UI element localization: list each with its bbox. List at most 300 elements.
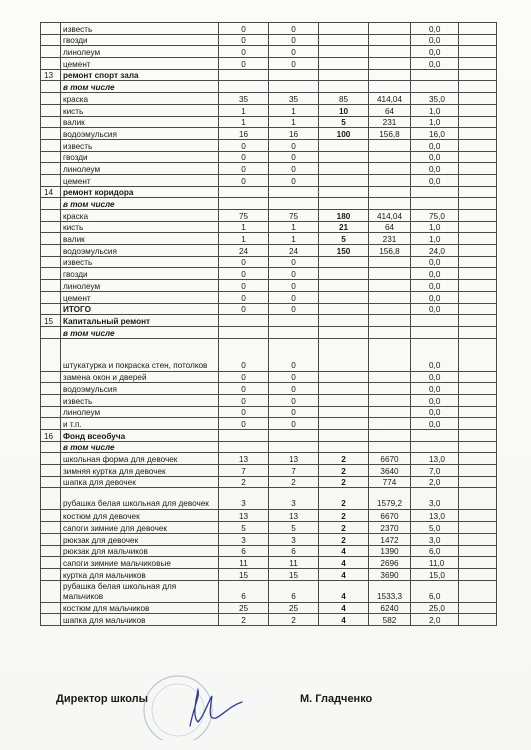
value-cell xyxy=(369,69,411,81)
value-cell: 0,0 xyxy=(411,394,459,406)
table-row xyxy=(41,406,497,418)
value-cell: 0 xyxy=(269,163,319,175)
value-cell xyxy=(369,371,411,383)
item-name-cell: ремонт спорт зала xyxy=(61,69,219,81)
table-row xyxy=(41,186,497,198)
value-cell: 6,0 xyxy=(411,545,459,557)
value-cell: 156,8 xyxy=(369,245,411,257)
row-number-cell xyxy=(41,93,61,105)
value-cell: 2 xyxy=(319,510,369,522)
value-cell: 2370 xyxy=(369,522,411,534)
value-cell xyxy=(411,198,459,210)
value-cell: 6240 xyxy=(369,602,411,614)
value-cell: 4 xyxy=(319,545,369,557)
row-number-cell xyxy=(41,545,61,557)
value-cell: 0 xyxy=(219,338,269,371)
value-cell xyxy=(369,406,411,418)
empty-cell xyxy=(459,545,497,557)
value-cell xyxy=(369,58,411,70)
item-name-cell: валик xyxy=(61,116,219,128)
value-cell: 21 xyxy=(319,221,369,233)
value-cell xyxy=(319,151,369,163)
value-cell xyxy=(219,326,269,338)
table-row xyxy=(41,163,497,175)
item-name-cell: цемент xyxy=(61,174,219,186)
value-cell: 6,0 xyxy=(411,580,459,602)
value-cell: 75 xyxy=(219,210,269,222)
value-cell: 156,8 xyxy=(369,128,411,140)
table-row xyxy=(41,533,497,545)
value-cell xyxy=(369,326,411,338)
value-cell xyxy=(319,81,369,93)
table-row xyxy=(41,441,497,453)
value-cell xyxy=(319,394,369,406)
value-cell: 2 xyxy=(269,476,319,488)
value-cell xyxy=(369,163,411,175)
value-cell: 5 xyxy=(269,522,319,534)
value-cell xyxy=(219,441,269,453)
value-cell xyxy=(319,280,369,292)
table-row xyxy=(41,557,497,569)
item-name-cell: цемент xyxy=(61,291,219,303)
empty-cell xyxy=(459,163,497,175)
value-cell xyxy=(269,186,319,198)
value-cell: 16,0 xyxy=(411,128,459,140)
row-number-cell xyxy=(41,46,61,58)
value-cell: 2 xyxy=(219,614,269,626)
item-name-cell: сапоги зимние для девочек xyxy=(61,522,219,534)
item-name-cell: в том числе xyxy=(61,441,219,453)
value-cell: 24 xyxy=(269,245,319,257)
row-number-cell xyxy=(41,418,61,430)
value-cell: 2 xyxy=(319,465,369,477)
budget-table xyxy=(40,22,497,626)
item-name-cell: куртка для мальчиков xyxy=(61,568,219,580)
value-cell: 2 xyxy=(319,453,369,465)
value-cell: 0 xyxy=(219,303,269,315)
value-cell xyxy=(369,268,411,280)
table-body xyxy=(41,23,497,626)
row-number-cell xyxy=(41,465,61,477)
item-name-cell: гвозди xyxy=(61,268,219,280)
value-cell: 75 xyxy=(269,210,319,222)
item-name-cell: сапоги зимние мальчиковые xyxy=(61,557,219,569)
value-cell: 0 xyxy=(269,418,319,430)
table-row xyxy=(41,81,497,93)
value-cell: 4 xyxy=(319,568,369,580)
value-cell: 13,0 xyxy=(411,510,459,522)
value-cell: 0 xyxy=(219,139,269,151)
value-cell xyxy=(411,186,459,198)
value-cell: 0 xyxy=(219,383,269,395)
item-name-cell: шапка для девочек xyxy=(61,476,219,488)
item-name-cell: костюм для мальчиков xyxy=(61,602,219,614)
value-cell: 1 xyxy=(219,116,269,128)
item-name-cell: валик xyxy=(61,233,219,245)
value-cell: 2,0 xyxy=(411,614,459,626)
value-cell: 13 xyxy=(219,453,269,465)
value-cell xyxy=(411,430,459,442)
value-cell xyxy=(411,315,459,327)
item-name-cell: костюм для девочек xyxy=(61,510,219,522)
value-cell: 0 xyxy=(269,406,319,418)
table-row xyxy=(41,430,497,442)
item-name-cell: зимняя куртка для девочек xyxy=(61,465,219,477)
row-number-cell xyxy=(41,383,61,395)
value-cell xyxy=(369,418,411,430)
item-name-cell: гвозди xyxy=(61,151,219,163)
value-cell xyxy=(319,69,369,81)
empty-cell xyxy=(459,198,497,210)
item-name-cell: линолеум xyxy=(61,280,219,292)
value-cell: 0,0 xyxy=(411,174,459,186)
value-cell xyxy=(369,174,411,186)
value-cell xyxy=(269,315,319,327)
empty-cell xyxy=(459,210,497,222)
table-row xyxy=(41,568,497,580)
value-cell: 0,0 xyxy=(411,268,459,280)
value-cell: 3,0 xyxy=(411,488,459,510)
item-name-cell: кисть xyxy=(61,104,219,116)
value-cell: 75,0 xyxy=(411,210,459,222)
value-cell: 0 xyxy=(269,34,319,46)
value-cell: 5 xyxy=(319,116,369,128)
empty-cell xyxy=(459,510,497,522)
item-name-cell: краска xyxy=(61,210,219,222)
table-row xyxy=(41,34,497,46)
row-number-cell xyxy=(41,34,61,46)
value-cell: 0 xyxy=(269,383,319,395)
value-cell: 0 xyxy=(269,151,319,163)
table-row xyxy=(41,602,497,614)
value-cell xyxy=(369,34,411,46)
empty-cell xyxy=(459,326,497,338)
item-name-cell: Капитальный ремонт xyxy=(61,315,219,327)
row-number-cell: 15 xyxy=(41,315,61,327)
row-number-cell xyxy=(41,580,61,602)
value-cell: 0,0 xyxy=(411,46,459,58)
value-cell: 0 xyxy=(219,58,269,70)
row-number-cell xyxy=(41,406,61,418)
row-number-cell xyxy=(41,453,61,465)
value-cell: 3 xyxy=(269,533,319,545)
value-cell: 1 xyxy=(219,221,269,233)
row-number-cell xyxy=(41,533,61,545)
item-name-cell: линолеум xyxy=(61,163,219,175)
value-cell xyxy=(411,441,459,453)
table-row xyxy=(41,93,497,105)
table-row xyxy=(41,522,497,534)
value-cell: 0 xyxy=(219,46,269,58)
item-name-cell: школьная форма для девочек xyxy=(61,453,219,465)
value-cell xyxy=(319,315,369,327)
value-cell: 0 xyxy=(269,303,319,315)
value-cell: 13 xyxy=(219,510,269,522)
item-name-cell: известь xyxy=(61,139,219,151)
value-cell: 4 xyxy=(319,614,369,626)
value-cell: 1472 xyxy=(369,533,411,545)
row-number-cell xyxy=(41,522,61,534)
empty-cell xyxy=(459,139,497,151)
value-cell: 1 xyxy=(219,233,269,245)
table-row xyxy=(41,233,497,245)
row-number-cell xyxy=(41,371,61,383)
value-cell xyxy=(369,139,411,151)
row-number-cell xyxy=(41,280,61,292)
value-cell: 7,0 xyxy=(411,465,459,477)
value-cell: 11 xyxy=(269,557,319,569)
table-row xyxy=(41,268,497,280)
value-cell: 1533,3 xyxy=(369,580,411,602)
director-label: Директор школы xyxy=(56,693,149,705)
row-number-cell xyxy=(41,488,61,510)
item-name-cell: ремонт коридора xyxy=(61,186,219,198)
value-cell: 25 xyxy=(269,602,319,614)
item-name-cell: рюкзак для девочек xyxy=(61,533,219,545)
value-cell: 1,0 xyxy=(411,104,459,116)
row-number-cell xyxy=(41,614,61,626)
table-row xyxy=(41,139,497,151)
item-name-cell: известь xyxy=(61,256,219,268)
row-number-cell xyxy=(41,245,61,257)
value-cell: 1,0 xyxy=(411,221,459,233)
row-number-cell xyxy=(41,210,61,222)
empty-cell xyxy=(459,46,497,58)
value-cell: 0,0 xyxy=(411,280,459,292)
value-cell: 0 xyxy=(269,139,319,151)
value-cell: 6 xyxy=(269,580,319,602)
value-cell: 0,0 xyxy=(411,256,459,268)
value-cell: 35,0 xyxy=(411,93,459,105)
value-cell: 2 xyxy=(269,614,319,626)
value-cell: 64 xyxy=(369,221,411,233)
row-number-cell xyxy=(41,602,61,614)
value-cell xyxy=(219,315,269,327)
item-name-cell: линолеум xyxy=(61,46,219,58)
table-row xyxy=(41,116,497,128)
value-cell: 25,0 xyxy=(411,602,459,614)
value-cell xyxy=(411,326,459,338)
value-cell: 16 xyxy=(219,128,269,140)
value-cell xyxy=(369,441,411,453)
value-cell xyxy=(319,338,369,371)
value-cell: 0,0 xyxy=(411,406,459,418)
value-cell xyxy=(319,46,369,58)
value-cell: 4 xyxy=(319,557,369,569)
value-cell: 5 xyxy=(219,522,269,534)
empty-cell xyxy=(459,280,497,292)
value-cell: 35 xyxy=(219,93,269,105)
value-cell: 0,0 xyxy=(411,139,459,151)
row-number-cell xyxy=(41,338,61,371)
empty-cell xyxy=(459,81,497,93)
empty-cell xyxy=(459,174,497,186)
value-cell: 0 xyxy=(219,174,269,186)
row-number-cell xyxy=(41,256,61,268)
empty-cell xyxy=(459,268,497,280)
value-cell xyxy=(269,81,319,93)
table-row xyxy=(41,315,497,327)
row-number-cell xyxy=(41,476,61,488)
value-cell xyxy=(219,81,269,93)
value-cell: 13 xyxy=(269,510,319,522)
table-row xyxy=(41,303,497,315)
row-number-cell xyxy=(41,303,61,315)
value-cell xyxy=(319,34,369,46)
table-row xyxy=(41,371,497,383)
row-number-cell xyxy=(41,151,61,163)
empty-cell xyxy=(459,256,497,268)
value-cell xyxy=(269,326,319,338)
value-cell: 4 xyxy=(319,580,369,602)
value-cell: 0 xyxy=(269,46,319,58)
table-row xyxy=(41,245,497,257)
row-number-cell xyxy=(41,198,61,210)
empty-cell xyxy=(459,151,497,163)
row-number-cell xyxy=(41,441,61,453)
value-cell xyxy=(319,174,369,186)
value-cell: 7 xyxy=(269,465,319,477)
empty-cell xyxy=(459,476,497,488)
table-row xyxy=(41,58,497,70)
empty-cell xyxy=(459,533,497,545)
value-cell: 3 xyxy=(219,533,269,545)
value-cell: 0,0 xyxy=(411,23,459,35)
value-cell: 35 xyxy=(269,93,319,105)
row-number-cell xyxy=(41,163,61,175)
value-cell: 231 xyxy=(369,233,411,245)
value-cell: 582 xyxy=(369,614,411,626)
value-cell: 0,0 xyxy=(411,151,459,163)
value-cell: 0 xyxy=(269,268,319,280)
table-row xyxy=(41,545,497,557)
value-cell xyxy=(319,430,369,442)
value-cell xyxy=(369,280,411,292)
value-cell: 0 xyxy=(219,394,269,406)
empty-cell xyxy=(459,371,497,383)
value-cell: 11 xyxy=(219,557,269,569)
value-cell: 180 xyxy=(319,210,369,222)
table-row xyxy=(41,221,497,233)
value-cell: 0,0 xyxy=(411,291,459,303)
value-cell xyxy=(369,256,411,268)
value-cell: 1 xyxy=(269,221,319,233)
empty-cell xyxy=(459,488,497,510)
empty-cell xyxy=(459,303,497,315)
table-row xyxy=(41,394,497,406)
value-cell: 2 xyxy=(219,476,269,488)
value-cell xyxy=(319,326,369,338)
empty-cell xyxy=(459,93,497,105)
value-cell: 0 xyxy=(219,291,269,303)
item-name-cell: известь xyxy=(61,23,219,35)
table-row xyxy=(41,23,497,35)
table-row xyxy=(41,46,497,58)
value-cell: 0 xyxy=(269,174,319,186)
empty-cell xyxy=(459,221,497,233)
value-cell: 4 xyxy=(319,602,369,614)
value-cell: 0 xyxy=(219,34,269,46)
item-name-cell: рубашка белая школьная для мальчиков xyxy=(61,580,219,602)
value-cell: 1 xyxy=(269,104,319,116)
row-number-cell xyxy=(41,81,61,93)
value-cell: 0 xyxy=(269,291,319,303)
value-cell: 0 xyxy=(269,23,319,35)
value-cell: 0 xyxy=(219,151,269,163)
value-cell xyxy=(319,58,369,70)
empty-cell xyxy=(459,104,497,116)
table-row xyxy=(41,210,497,222)
item-name-cell: шапка для мальчиков xyxy=(61,614,219,626)
empty-cell xyxy=(459,406,497,418)
value-cell xyxy=(319,198,369,210)
value-cell xyxy=(319,256,369,268)
table-row xyxy=(41,614,497,626)
value-cell: 0 xyxy=(219,268,269,280)
value-cell: 15 xyxy=(219,568,269,580)
item-name-cell: в том числе xyxy=(61,81,219,93)
value-cell: 15,0 xyxy=(411,568,459,580)
empty-cell xyxy=(459,441,497,453)
row-number-cell xyxy=(41,23,61,35)
value-cell xyxy=(411,69,459,81)
table-row xyxy=(41,453,497,465)
value-cell xyxy=(219,186,269,198)
value-cell: 0,0 xyxy=(411,303,459,315)
empty-cell xyxy=(459,58,497,70)
row-number-cell xyxy=(41,557,61,569)
value-cell: 0,0 xyxy=(411,418,459,430)
value-cell: 1,0 xyxy=(411,116,459,128)
value-cell: 2696 xyxy=(369,557,411,569)
empty-cell xyxy=(459,245,497,257)
value-cell: 774 xyxy=(369,476,411,488)
row-number-cell xyxy=(41,58,61,70)
value-cell: 11,0 xyxy=(411,557,459,569)
value-cell: 3 xyxy=(219,488,269,510)
row-number-cell xyxy=(41,326,61,338)
item-name-cell: в том числе xyxy=(61,198,219,210)
value-cell: 3640 xyxy=(369,465,411,477)
value-cell: 25 xyxy=(219,602,269,614)
row-number-cell xyxy=(41,233,61,245)
value-cell: 3,0 xyxy=(411,533,459,545)
value-cell: 414,04 xyxy=(369,93,411,105)
value-cell xyxy=(269,441,319,453)
value-cell xyxy=(319,139,369,151)
value-cell xyxy=(319,163,369,175)
value-cell xyxy=(369,430,411,442)
row-number-cell xyxy=(41,128,61,140)
empty-cell xyxy=(459,394,497,406)
item-name-cell: рюкзак для мальчиков xyxy=(61,545,219,557)
value-cell xyxy=(369,186,411,198)
item-name-cell: водоэмульсия xyxy=(61,245,219,257)
empty-cell xyxy=(459,34,497,46)
empty-cell xyxy=(459,233,497,245)
value-cell: 1579,2 xyxy=(369,488,411,510)
value-cell: 24,0 xyxy=(411,245,459,257)
value-cell xyxy=(369,383,411,395)
value-cell: 1 xyxy=(269,233,319,245)
value-cell xyxy=(319,406,369,418)
item-name-cell: цемент xyxy=(61,58,219,70)
row-number-cell: 13 xyxy=(41,69,61,81)
table-row xyxy=(41,291,497,303)
table-row xyxy=(41,465,497,477)
table-row xyxy=(41,256,497,268)
value-cell: 6670 xyxy=(369,453,411,465)
